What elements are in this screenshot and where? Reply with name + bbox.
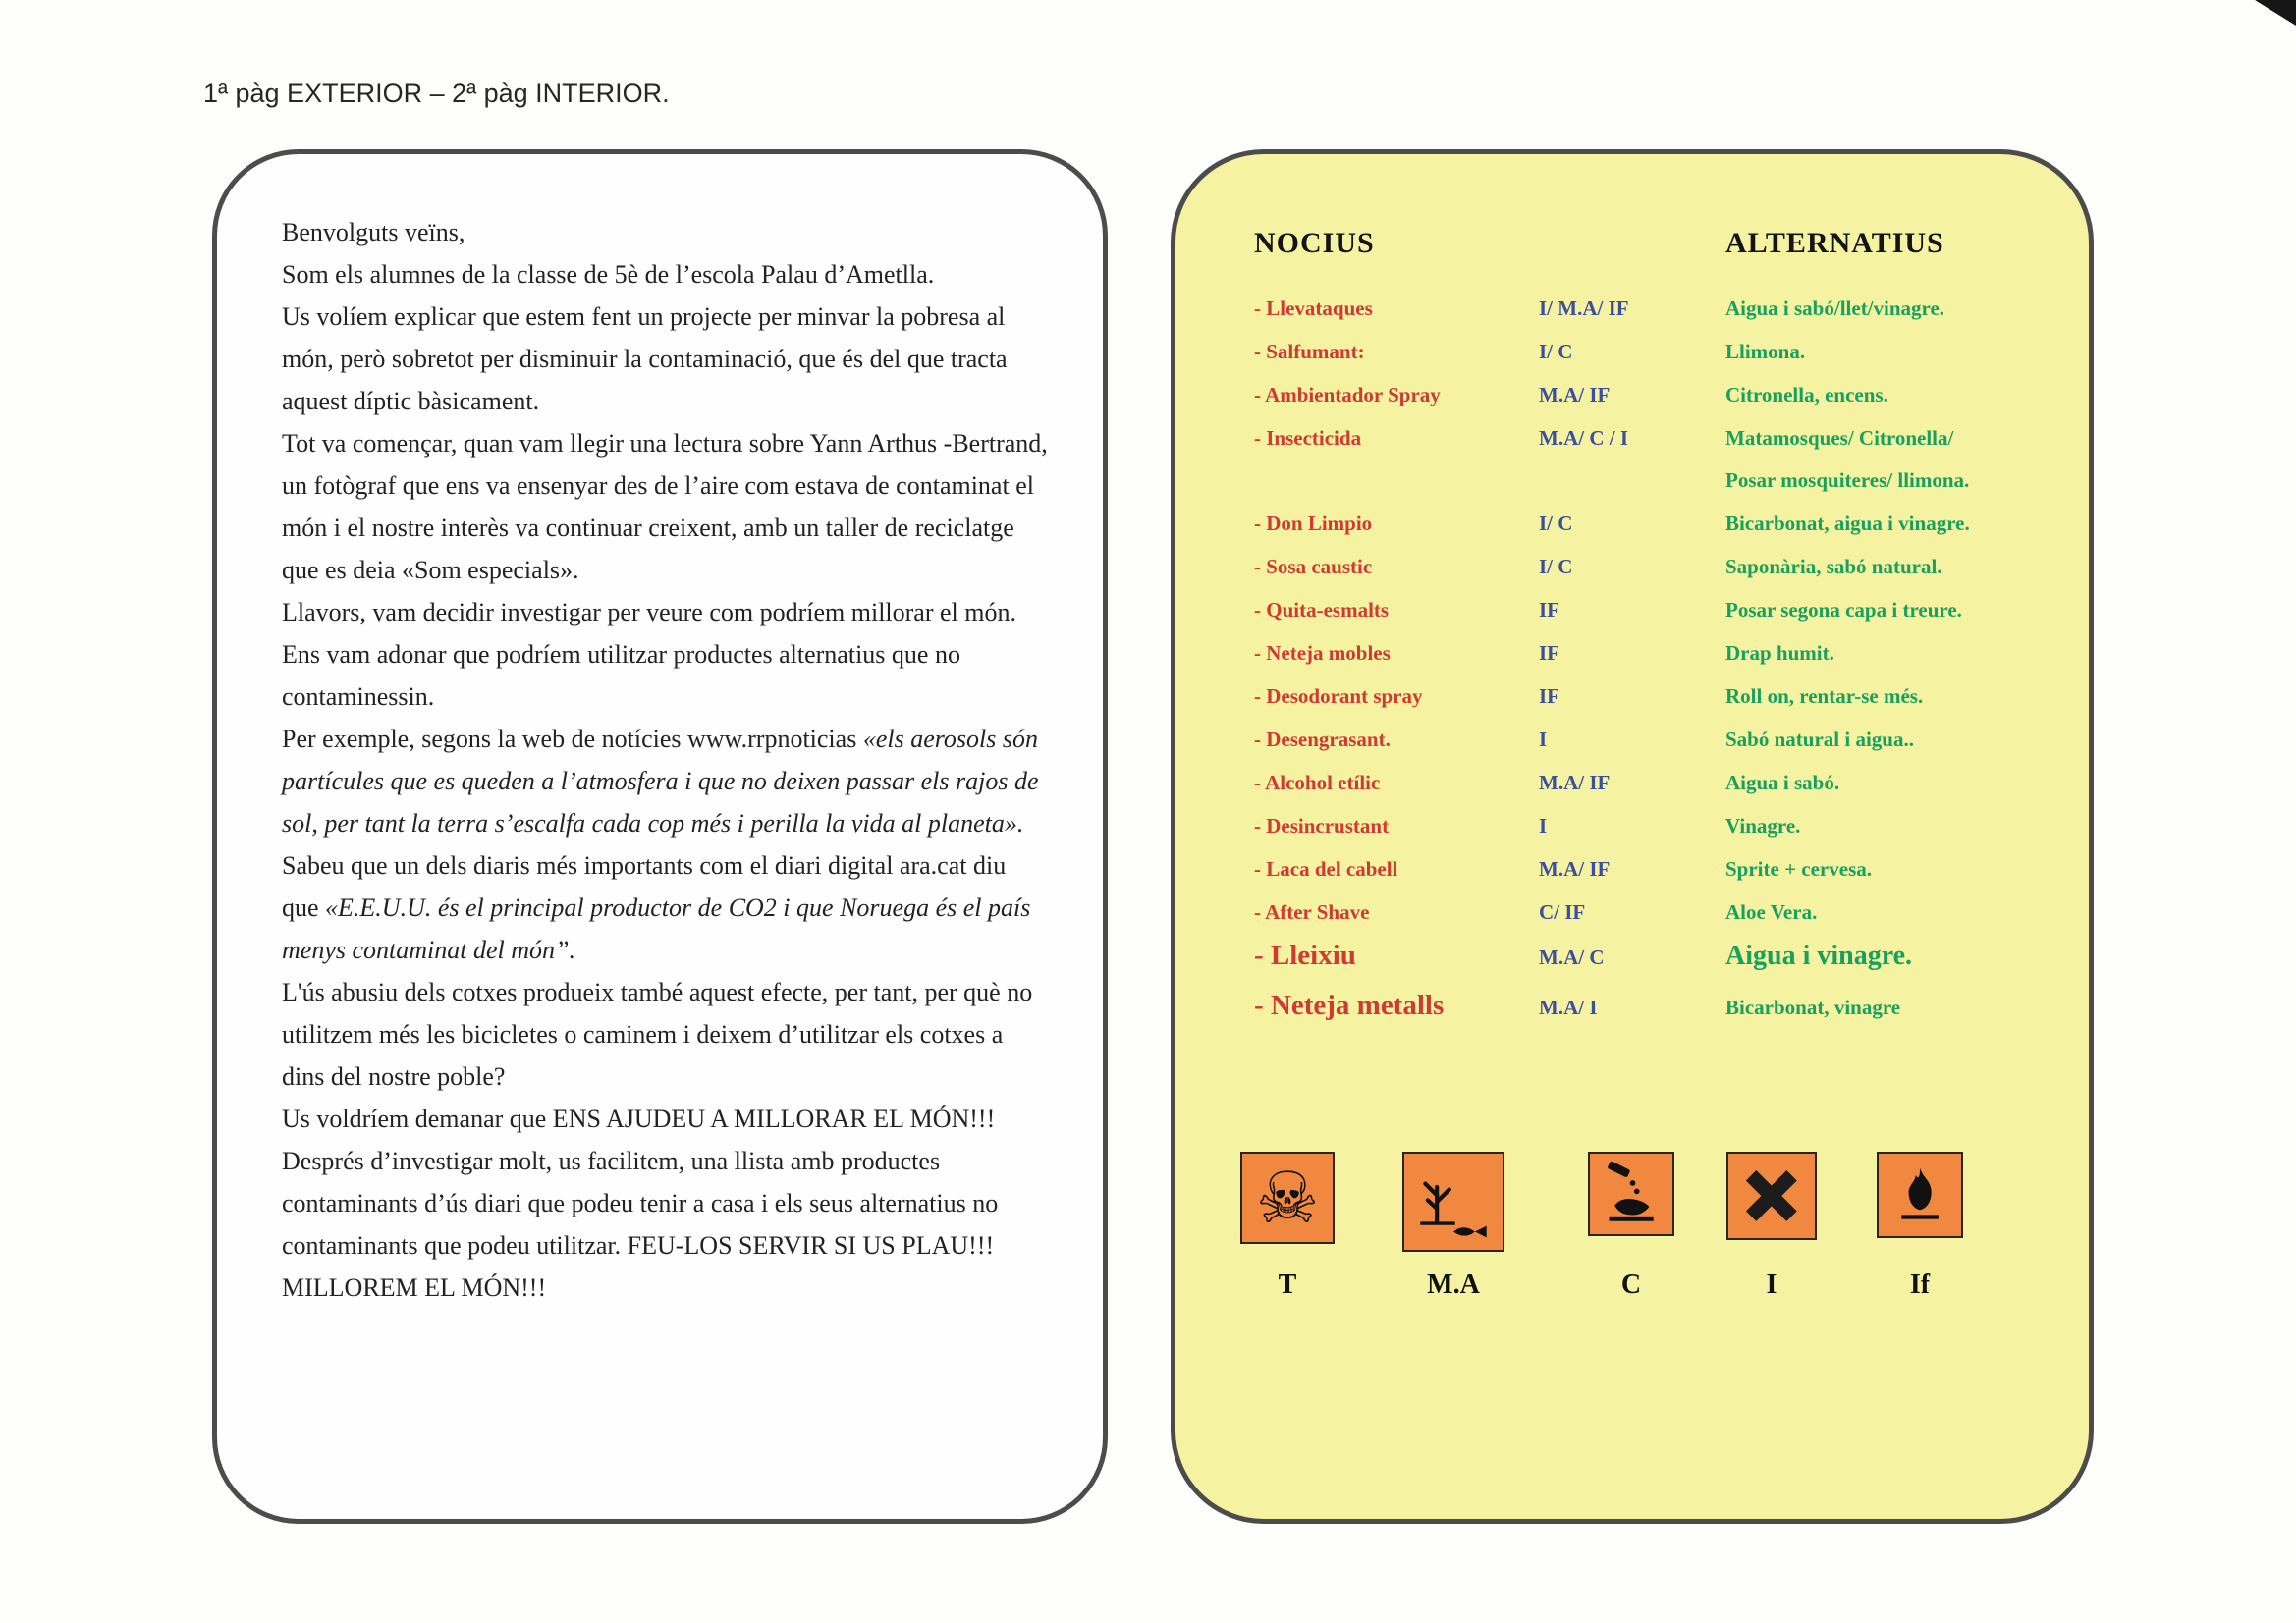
hazard-pictograms xyxy=(1175,1152,2089,1368)
hazard-symbol-corrosive xyxy=(1587,1152,1675,1328)
table-row xyxy=(1254,298,2055,320)
table-row xyxy=(1254,815,2055,838)
flammable-icon xyxy=(1877,1152,1963,1238)
letter-paragraph: Us voldríem demanar que ENS AJUDEU A MILLORAR EL MÓN!!! xyxy=(282,1105,996,1133)
product-name: - Neteja metalls xyxy=(1254,990,1445,1021)
alternative-text: Aloe Vera. xyxy=(1725,900,1818,924)
hazard-symbol-toxic xyxy=(1240,1152,1335,1328)
letter-paragraph-text: Per exemple, segons la web de notícies www.rrpnoticias xyxy=(282,725,863,753)
hazard-label-c: C xyxy=(1620,1270,1642,1300)
hazard-label-i: I xyxy=(1766,1270,1777,1300)
product-name: - Quita-esmalts xyxy=(1254,598,1390,622)
hazard-codes: M.A/ IF xyxy=(1539,383,1611,406)
table-row xyxy=(1254,772,2055,794)
hazard-codes: IF xyxy=(1539,598,1559,622)
products-panel xyxy=(1171,149,2094,1524)
hazard-codes: I xyxy=(1539,814,1548,838)
hazard-codes: M.A/ I xyxy=(1539,996,1598,1019)
hazard-codes: IF xyxy=(1539,641,1559,665)
letter-paragraph: Som els alumnes de la classe de 5è de l’escola Palau d’Ametlla. xyxy=(282,260,935,289)
product-name: - Ambientador Spray xyxy=(1254,383,1441,406)
hazard-symbol-irritant xyxy=(1726,1152,1817,1328)
table-row xyxy=(1254,341,2055,363)
hazard-codes: I/ C xyxy=(1539,340,1573,363)
hazard-codes: IF xyxy=(1539,684,1559,708)
hazard-label-if: If xyxy=(1909,1270,1931,1300)
table-row xyxy=(1254,427,2055,492)
product-name: - Desincrustant xyxy=(1254,814,1390,838)
alternative-text: Bicarbonat, aigua i vinagre. xyxy=(1725,512,1970,535)
table-row xyxy=(1254,685,2055,708)
skull-crossbones-icon xyxy=(1240,1152,1335,1244)
alternative-text: Aigua i sabó. xyxy=(1725,771,1840,794)
letter-panel xyxy=(212,149,1108,1524)
alternative-text: Drap humit. xyxy=(1725,641,1834,665)
alternative-cell xyxy=(1725,427,2055,492)
corrosive-icon xyxy=(1588,1152,1674,1236)
letter-paragraph: Us volíem explicar que estem fent un projecte per minvar la pobresa al món, però sobretot per disminuir la contaminació, que és del que tracta aquest díptic bàsicament. xyxy=(282,302,1008,415)
alternative-text: Vinagre. xyxy=(1725,814,1801,838)
alternative-text: Bicarbonat, vinagre xyxy=(1725,996,1901,1019)
product-name: - Insecticida xyxy=(1254,426,1362,450)
table-row xyxy=(1254,858,2055,881)
product-name: - Laca del cabell xyxy=(1254,857,1398,881)
table-row xyxy=(1254,599,2055,622)
environment-hazard-icon xyxy=(1402,1152,1504,1252)
alternative-text: Saponària, sabó natural. xyxy=(1725,555,1942,578)
product-name: - Alcohol etílic xyxy=(1254,771,1381,794)
letter-salutation: Benvolguts veïns, xyxy=(282,218,465,246)
alternative-text: Roll on, rentar-se més. xyxy=(1725,684,1924,708)
product-name: - Neteja mobles xyxy=(1254,641,1391,665)
product-name: - Salfumant: xyxy=(1254,340,1365,363)
table-row xyxy=(1254,990,2055,1021)
column-header-alternatius: ALTERNATIUS xyxy=(1725,227,1944,259)
table-row xyxy=(1254,513,2055,535)
product-name: - Don Limpio xyxy=(1254,512,1373,535)
column-header-nocius: NOCIUS xyxy=(1254,227,1375,259)
product-name: - Lleixiu xyxy=(1254,940,1356,971)
hazard-codes: I xyxy=(1539,728,1548,751)
hazard-codes: M.A/ C / I xyxy=(1539,426,1628,450)
letter-paragraph: Llavors, vam decidir investigar per veure com podríem millorar el món. Ens vam adonar que podríem utilitzar productes alternatius que no contaminessin. xyxy=(282,598,1016,711)
hazard-codes: I/ C xyxy=(1539,512,1573,535)
table-header xyxy=(1254,227,2055,260)
letter-paragraph: Després d’investigar molt, us facilitem, una llista amb productes contaminants d’ús diari que podeu tenir a casa i els seus alternatius no contaminants que podeu utilitzar. FEU-LOS SERVIR SI US PLAU!!! MILLOREM EL MÓN!!! xyxy=(282,1147,999,1302)
alternative-text-line2: Posar mosquiteres/ llimona. xyxy=(1725,468,1970,492)
hazard-codes: I/ C xyxy=(1539,555,1573,578)
letter-paragraph-text: Sabeu que un dels diaris més importants com el diari digital ara.cat diu que xyxy=(282,851,1007,922)
table-row xyxy=(1254,729,2055,751)
irritant-cross-icon xyxy=(1726,1152,1817,1240)
product-name: - Llevataques xyxy=(1254,297,1373,320)
table-row xyxy=(1254,384,2055,406)
letter-paragraph xyxy=(282,718,1048,844)
table-row xyxy=(1254,940,2055,971)
hazard-codes: C/ IF xyxy=(1539,900,1586,924)
product-name: - After Shave xyxy=(1254,900,1370,924)
product-name: - Desodorant spray xyxy=(1254,684,1423,708)
header-spacer xyxy=(1539,227,1725,260)
table-row xyxy=(1254,642,2055,665)
letter-text xyxy=(282,211,1048,1309)
alternative-text: Llimona. xyxy=(1725,340,1806,363)
skull-glyph: ☠ xyxy=(1255,1157,1320,1239)
product-name: - Desengrasant. xyxy=(1254,728,1391,751)
hazard-codes: M.A/ IF xyxy=(1539,857,1611,881)
products-table xyxy=(1254,298,2055,1019)
hazard-codes: M.A/ C xyxy=(1539,946,1605,969)
page-header-note: 1ª pàg EXTERIOR – 2ª pàg INTERIOR. xyxy=(203,79,670,108)
letter-paragraph: Tot va començar, quan vam llegir una lectura sobre Yann Arthus -Bertrand, un fotògraf que ens va ensenyar des de l’aire com estava de contaminat el món i el nostre interès va continuar creixent, amb un taller de reciclatge que es deia «Som especials». xyxy=(282,429,1048,584)
letter-paragraph: L'ús abusiu dels cotxes produeix també aquest efecte, per tant, per què no utilitzem més les bicicletes o caminem i deixem d’utilitzar els cotxes a dins del nostre poble? xyxy=(282,978,1033,1091)
letter-paragraph xyxy=(282,844,1048,971)
alternative-text: Posar segona capa i treure. xyxy=(1725,598,1962,622)
hazard-label-t: T xyxy=(1278,1270,1297,1300)
table-row xyxy=(1254,901,2055,924)
letter-quote-italic: «els aerosols són partícules que es queden a l’atmosfera i que no deixen passar els rajos de sol, per tant la terra s’escalfa cada cop més i perilla la vida al planeta». xyxy=(282,725,1039,838)
alternative-text: Aigua i vinagre. xyxy=(1725,941,1913,971)
alternative-text: Matamosques/ Citronella/ xyxy=(1725,426,1954,450)
alternative-text: Citronella, encens. xyxy=(1725,383,1888,406)
hazard-label-ma: M.A xyxy=(1427,1270,1480,1300)
letter-quote-italic: «E.E.U.U. és el principal productor de CO2 i que Noruega és el país menys contaminat del món”. xyxy=(282,893,1031,964)
hazard-codes: M.A/ IF xyxy=(1539,771,1611,794)
hazard-symbol-environment xyxy=(1402,1152,1504,1328)
alternative-text: Aigua i sabó/llet/vinagre. xyxy=(1725,297,1945,320)
hazard-codes: I/ M.A/ IF xyxy=(1539,297,1629,320)
table-row xyxy=(1254,556,2055,578)
hazard-symbol-flammable xyxy=(1876,1152,1964,1328)
alternative-text: Sprite + cervesa. xyxy=(1725,857,1872,881)
scan-artifact-mark xyxy=(2255,0,2296,26)
alternative-text: Sabó natural i aigua.. xyxy=(1725,728,1914,751)
product-name: - Sosa caustic xyxy=(1254,555,1373,578)
